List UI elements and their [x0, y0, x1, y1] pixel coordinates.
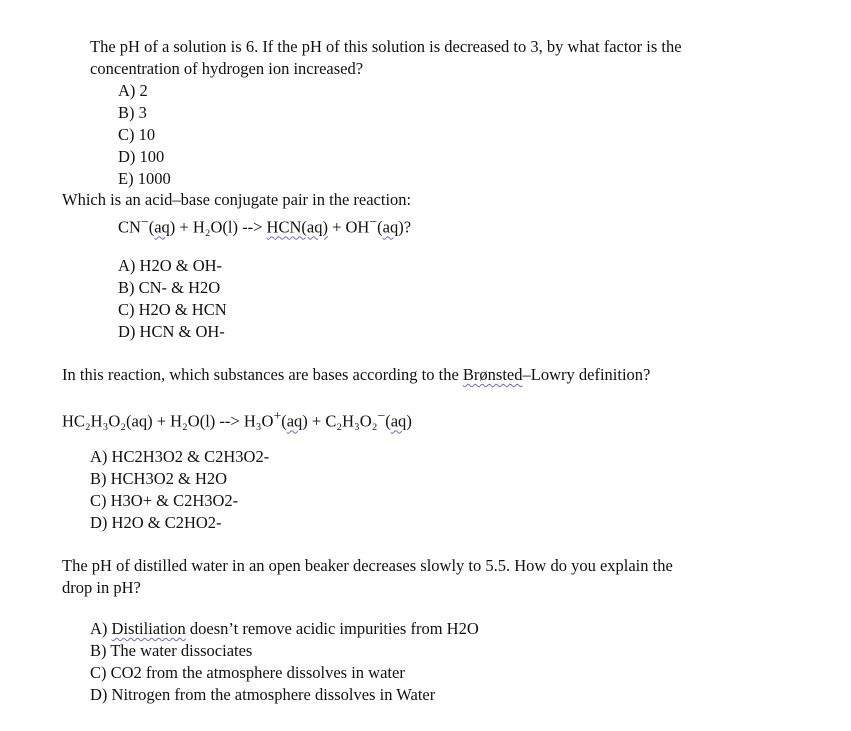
q3-choice-c: C) H3O+ & C2H3O2-	[90, 491, 239, 510]
q1-choice-b: B) 3	[118, 103, 147, 122]
q3-stem-end: –Lowry definition?	[522, 365, 651, 384]
q1-choice-a: A) 2	[118, 81, 148, 100]
q1-choice-d: D) 100	[118, 147, 165, 166]
q2-choice-a: A) H2O & OH-	[118, 256, 223, 275]
q3-equation: HC₂H₃O₂(aq) + H₂O(l) --> H₃O+(aq) + C₂H₃O₂−(aq)	[62, 408, 412, 431]
q2-eq-hydroxide-charge: −	[369, 214, 378, 229]
q3-eq-acetate: C₂H₃O₂	[325, 411, 378, 431]
q4-choice-a-misspelled-word: Distiliation	[111, 619, 186, 638]
q3-eq-water: H₂O(l)	[170, 411, 216, 431]
q3-eq-hydronium-aq: aq	[286, 411, 303, 431]
q4-stem-line-1: The pH of distilled water in an open beaker decreases slowly to 5.5. How do you explain the	[62, 556, 673, 575]
q1-choice-c: C) 10	[118, 125, 156, 144]
q3-eq-acetic-acid: HC₂H₃O₂(aq)	[62, 411, 153, 431]
q3-eq-arrow: -->	[219, 411, 240, 431]
q2-eq-cyanide-aq: aq	[154, 217, 170, 237]
q2-eq-cyanide-charge: −	[140, 214, 149, 229]
q1-choice-e: E) 1000	[118, 169, 171, 188]
q3-choice-d: D) H2O & C2HO2-	[90, 513, 222, 532]
q3-stem	[62, 365, 650, 385]
q3-eq-hydronium-charge: +	[273, 408, 282, 423]
q2-choice-b: B) CN- & H2O	[118, 278, 221, 297]
q2-eq-hcn: HCN(aq)	[266, 217, 328, 237]
q2-eq-arrow: -->	[242, 217, 263, 237]
q2-eq-water: H₂O(l)	[192, 217, 238, 237]
q4-choice-a	[90, 619, 479, 639]
q2-eq-hydroxide-aq: aq	[382, 217, 399, 237]
q3-choice-a: A) HC2H3O2 & C2H3O2-	[90, 447, 270, 466]
q2-eq-question-mark: ?	[403, 217, 412, 237]
q2-stem: Which is an acid–base conjugate pair in the reaction:	[62, 190, 412, 209]
q4-choice-a-rest: doesn’t remove acidic impurities from H2O	[185, 619, 479, 638]
q2-choice-c: C) H2O & HCN	[118, 300, 227, 319]
q3-eq-hydronium: H₃O	[243, 411, 274, 431]
q2-eq-hydroxide: OH	[345, 217, 370, 237]
q2-eq-cyanide: CN	[118, 217, 141, 237]
q3-stem-start: In this reaction, which substances are bases according to the	[62, 365, 459, 384]
q1-stem-line-2: concentration of hydrogen ion increased?	[90, 59, 364, 78]
q4-choice-b: B) The water dissociates	[90, 641, 253, 660]
q1-stem-line-1: The pH of a solution is 6. If the pH of this solution is decreased to 3, by what factor is the	[90, 37, 682, 56]
q4-stem-line-2: drop in pH?	[62, 578, 141, 597]
q3-choice-b: B) HCH3O2 & H2O	[90, 469, 228, 488]
q3-stem-bronsted: Brønsted	[462, 365, 523, 384]
q4-choice-d: D) Nitrogen from the atmosphere dissolves in Water	[90, 685, 436, 704]
q2-equation: CN−(aq) + H₂O(l) --> HCN(aq) + OH−(aq)?	[118, 214, 412, 237]
q4-choice-a-letter: A)	[90, 619, 112, 638]
q3-eq-acetate-aq: aq	[390, 411, 407, 431]
q2-choice-d: D) HCN & OH-	[118, 322, 225, 341]
q4-choice-c: C) CO2 from the atmosphere dissolves in water	[90, 663, 405, 682]
q3-eq-acetate-charge: −	[377, 408, 386, 423]
